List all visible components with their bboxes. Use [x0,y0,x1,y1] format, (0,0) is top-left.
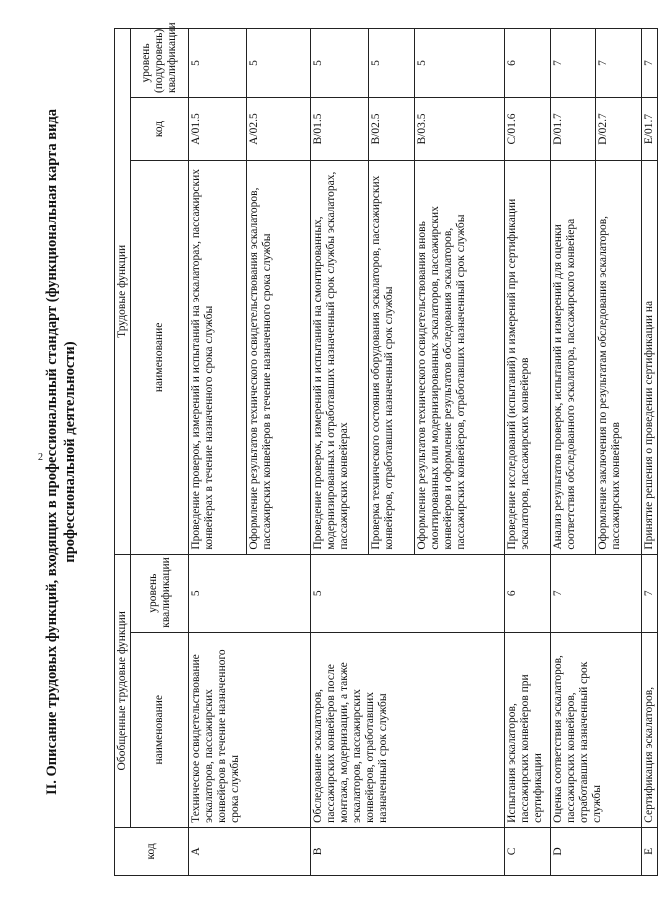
function-code: A/01.5 [189,97,247,160]
header-code-2: код [131,97,189,160]
generalized-level: 5 [311,554,505,632]
function-level: 5 [415,29,505,98]
header-name-2: наименование [131,161,189,555]
header-sublevel: уровень (подуровень) квалификации [131,29,189,98]
generalized-level: 6 [505,554,551,632]
generalized-code: B [311,827,505,875]
function-code: E/01.7 [642,97,658,160]
function-name: Оформление результатов технического освидетельствования вновь смонтированных или модернизированных эскалаторов, пассажирских конвейеров и оформление результатов обследования эскалаторов, пассажирских конвейеров, отработавших назначенный срок службы [415,161,505,555]
function-level: 5 [189,29,247,98]
function-code: B/01.5 [311,97,369,160]
generalized-name: Сертификация эскалаторов, [642,632,658,827]
header-labor-functions: Трудовые функции [115,29,131,555]
function-code: B/02.5 [369,97,415,160]
function-name: Оформление результатов технического освидетельствования эскалаторов, пассажирских конвейеров в течение назначенного срока службы [247,161,311,555]
function-name: Принятие решения о проведении сертификации на [642,161,658,555]
function-level: 5 [369,29,415,98]
table-row [505,29,551,876]
function-code: B/03.5 [415,97,505,160]
generalized-name: Техническое освидетельствование эскалаторов, пассажирских конвейеров в течение назначенного срока службы [189,632,311,827]
function-level: 6 [505,29,551,98]
page-number: 2 [38,452,43,463]
function-name: Проверка технического состояния оборудования эскалаторов, пассажирских конвейеров, отработавших назначенный срок службы [369,161,415,555]
function-name: Анализ результатов проверок, испытаний и измерений для оценки соответствия обследованного эскалатора, пассажирского конвейера [551,161,596,555]
function-code: D/02.7 [596,97,642,160]
generalized-code: D [551,827,642,875]
table-row [311,29,369,876]
generalized-name: Испытания эскалаторов, пассажирских конвейеров при сертификации [505,632,551,827]
function-level: 5 [311,29,369,98]
function-code: A/02.5 [247,97,311,160]
function-level: 7 [551,29,596,98]
generalized-level: 5 [189,554,311,632]
function-name: Проведение проверок, измерений и испытаний на смонтированных, модернизированных и отработавших назначенный срок службы эскалаторах, пассажирских конвейерах [311,161,369,555]
table-row [551,29,596,876]
functional-map-table [114,22,658,876]
function-level: 5 [247,29,311,98]
table-row [189,29,247,876]
header-generalized-functions: Обобщенные трудовые функции [115,554,131,827]
generalized-level: 7 [551,554,642,632]
function-name: Оформление заключения по результатам обследования эскалаторов, пассажирских конвейеров [596,161,642,555]
function-name: Проведение исследований (испытаний) и измерений при сертификации эскалаторов, пассажирских конвейеров [505,161,551,555]
generalized-name: Оценка соответствия эскалаторов, пассажирских конвейеров, отработавших назначенный срок службы [551,632,642,827]
header-name: наименование [131,632,189,827]
header-level: уровень квалификации [131,554,189,632]
table-row [642,29,658,876]
rotated-page [40,22,655,876]
function-level: 7 [642,29,658,98]
generalized-code: E [642,827,658,875]
function-name: Проведение проверок, измерений и испытаний на эскалаторах, пассажирских конвейерах в течение назначенного срока службы [189,161,247,555]
function-code: C/01.6 [505,97,551,160]
generalized-code: A [189,827,311,875]
function-level: 7 [596,29,642,98]
generalized-name: Обследование эскалаторов, пассажирских конвейеров после монтажа, модернизации, а также эскалаторов, пассажирских конвейеров, отработавших назначенный срок службы [311,632,505,827]
header-code: код [115,827,189,875]
section-heading-continued: профессиональной деятельности) [62,341,78,563]
generalized-level: 7 [642,554,658,632]
generalized-code: C [505,827,551,875]
function-code: D/01.7 [551,97,596,160]
section-heading: II. Описание трудовых функций, входящих в профессиональный стандарт (функциональная карта вида [44,108,60,796]
